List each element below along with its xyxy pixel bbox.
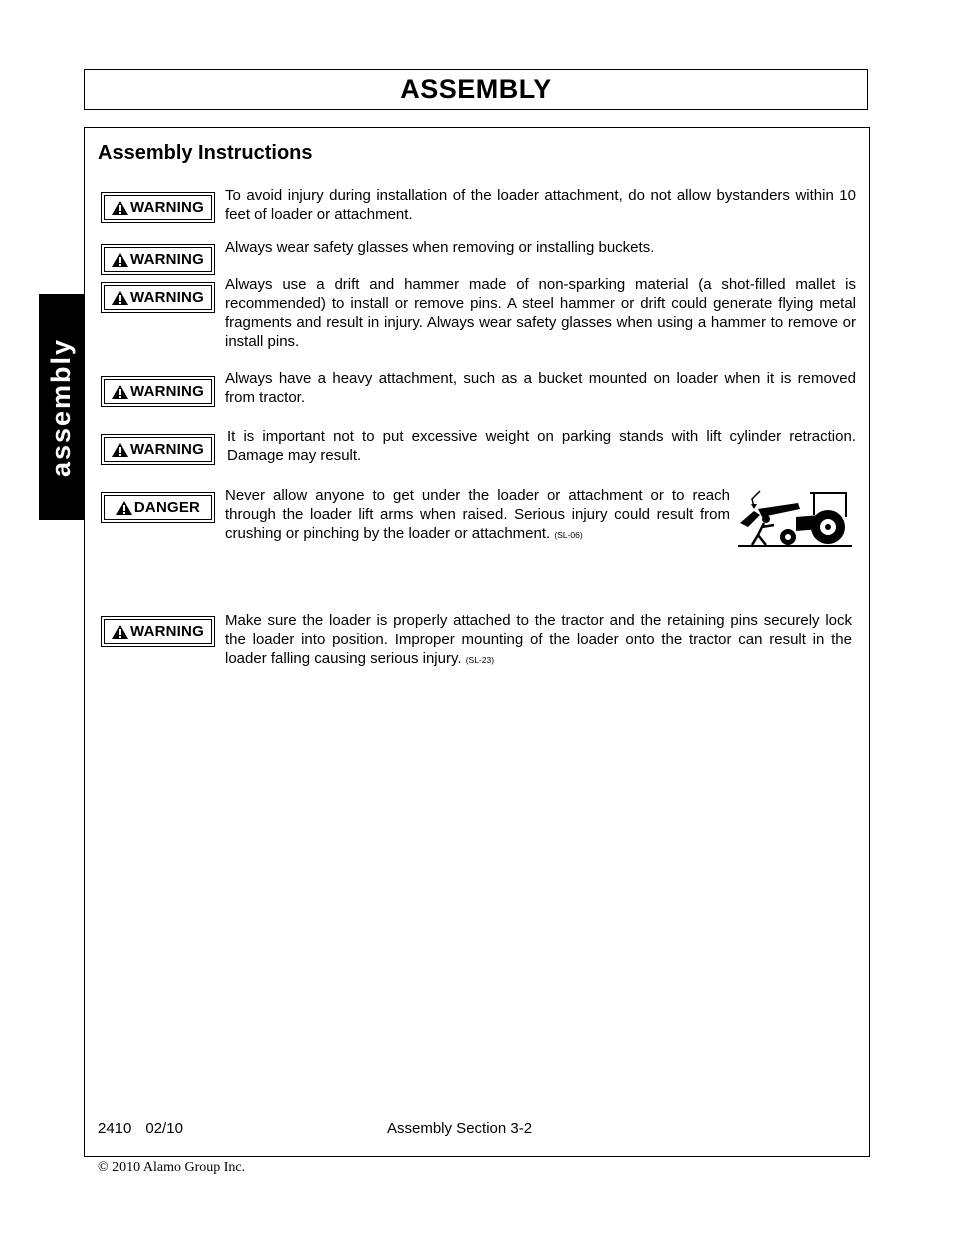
warning-message: It is important not to put excessive weight on parking stands with lift cylinder retraction. Damage may result. [227,428,856,464]
label-word: WARNING [130,251,204,268]
safety-code: (SL-06) [554,530,583,540]
warning-label [101,434,215,465]
warning-triangle-icon [112,385,128,399]
warning-label [101,192,215,223]
safety-code: (SL-23) [465,655,495,665]
side-tab-label: assembly [46,337,77,477]
label-word: WARNING [130,441,204,458]
label-word: WARNING [130,199,204,216]
warning-label [101,376,215,407]
danger-message-text: Never allow anyone to get under the loader or attachment or to reach through the loader lift arms when raised. Serious injury could result from crushing or pinching by the loader or attachment. [225,487,730,542]
label-word: DANGER [133,499,201,516]
warning-message-text: Make sure the loader is properly attached to the tractor and the retaining pins securely lock the loader into position. Improper mounting of the loader onto the tractor can result in the loader falling causing serious injury. [225,612,852,667]
footer-model-date [98,1120,183,1137]
warning-label [101,282,215,313]
warning-label [101,244,215,275]
warning-triangle-icon [112,253,128,267]
warning-triangle-icon [112,443,128,457]
warning-label [101,616,215,647]
warning-message: Always wear safety glasses when removing or installing buckets. [225,239,655,256]
footer-date: 02/10 [145,1120,183,1137]
footer-section: Assembly Section 3-2 [387,1120,533,1137]
label-word: WARNING [130,383,204,400]
warning-triangle-icon [112,625,128,639]
warning-triangle-icon [112,291,128,305]
page-header-title: ASSEMBLY [400,74,552,104]
footer-model: 2410 [98,1120,132,1137]
warning-message: Always have a heavy attachment, such as a bucket mounted on loader when it is removed from tractor. [225,370,856,406]
section-title: Assembly Instructions [98,142,313,164]
label-word: WARNING [130,289,204,306]
label-word: WARNING [130,623,204,640]
danger-label [101,492,215,523]
danger-message [225,486,730,545]
warning-message [225,611,852,670]
header-box [84,69,868,110]
warning-message: To avoid injury during installation of the loader attachment, do not allow bystanders within 10 feet of loader or attachment. [225,187,856,223]
danger-triangle-icon [116,501,132,515]
side-tab [39,294,85,520]
copyright: © 2010 Alamo Group Inc. [98,1160,246,1175]
warning-message: Always use a drift and hammer made of non-sparking material (a shot-filled mallet is recommended) to install or remove pins. A steel hammer or drift could generate flying metal fragments and result in injury. Always wear safety glasses when using a hammer to remove or install pins. [225,276,856,350]
loader-hazard-illustration [736,487,854,549]
warning-triangle-icon [112,201,128,215]
